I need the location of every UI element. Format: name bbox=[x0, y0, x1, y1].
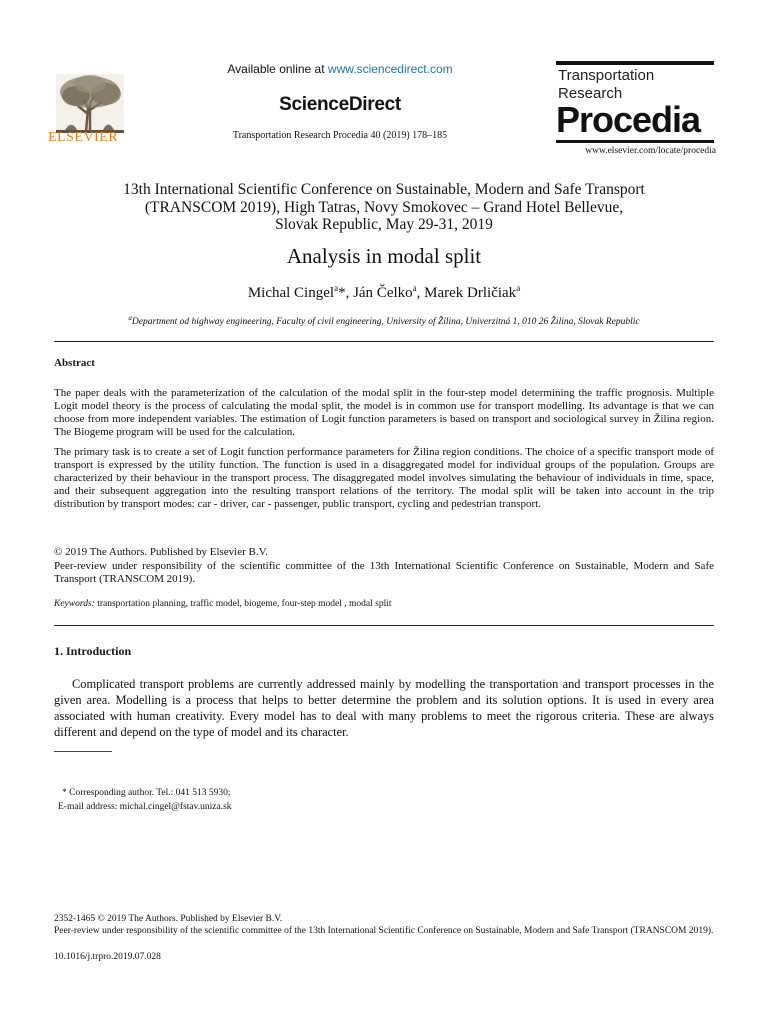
affiliation-marker: a bbox=[516, 283, 521, 293]
procedia-logo-line3: Procedia bbox=[556, 99, 701, 140]
sciencedirect-link[interactable]: www.sciencedirect.com bbox=[327, 62, 453, 76]
conference-line-2: (TRANSCOM 2019), High Tatras, Novy Smokovec – Grand Hotel Bellevue, bbox=[144, 198, 624, 216]
procedia-bottom-rule bbox=[556, 140, 714, 143]
affiliation-marker: a bbox=[128, 314, 132, 322]
affiliation-line bbox=[40, 314, 728, 327]
author-separator: , bbox=[416, 285, 425, 301]
abstract-paragraph-2: The primary task is to create a set of Logit function performance parameters for Žilina region conditions. The choice of a specific transport mode of transport is expressed by the utility function. The function is used in a disaggregated model for individual groups of the population. Groups are characterized by their behaviour in the transport process. The disaggregated model involves simulating the behaviour of individuals in time, space, and their subsequent aggregation into the resulting transport relations of the territory. The modal split will be taken into account in the trip distribution by transport modes: car - driver, car - passenger, public transport, cycling and pedestrian transport. bbox=[54, 446, 714, 510]
available-online-line bbox=[160, 62, 520, 76]
email-note: E-mail address: michal.cingel@fstav.uniza.sk bbox=[58, 802, 232, 812]
affiliation-marker: a bbox=[412, 283, 417, 293]
copyright-line: © 2019 The Authors. Published by Elsevier B.V. bbox=[54, 546, 268, 558]
elsevier-wordmark: ELSEVIER bbox=[48, 130, 119, 145]
abstract-paragraph-1: The paper deals with the parameterization of the calculation of the modal split in the four-step model determining the traffic prognosis. Multiple Logit model theory is the process of calculating the modal split, the model is in common use for transport modelling. Its advantage is that we can choose from more independent variables. The estimation of Logit function parameters is based on transport and sociological survey in Žilina region. The Biogeme program will be used for the calculation. bbox=[54, 387, 714, 438]
procedia-logo-line2: Research bbox=[558, 85, 623, 102]
procedia-top-rule bbox=[556, 61, 714, 65]
keywords-line bbox=[54, 599, 392, 609]
procedia-url[interactable]: www.elsevier.com/locate/procedia bbox=[585, 146, 716, 156]
bottom-peer-review: Peer-review under responsibility of the scientific committee of the 13th International Scientific Conference on Sustainable, Modern and Safe Transport (TRANSCOM 2019). bbox=[54, 926, 714, 936]
issn-line: 2352-1465 © 2019 The Authors. Published by Elsevier B.V. bbox=[54, 914, 283, 924]
section-divider bbox=[54, 625, 714, 626]
peer-review-note: Peer-review under responsibility of the scientific committee of the 13th International Scientific Conference on Sustainable, Modern and Safe Transport (TRANSCOM 2019). bbox=[54, 560, 714, 585]
introduction-heading: 1. Introduction bbox=[54, 644, 132, 658]
abstract-heading: Abstract bbox=[54, 357, 95, 369]
keywords-label: Keywords: bbox=[54, 599, 95, 609]
author-name: Ján Čelko bbox=[353, 285, 413, 301]
footnote-rule bbox=[54, 751, 112, 752]
author-name: Michal Cingel bbox=[247, 285, 335, 301]
introduction-paragraph: Complicated transport problems are currently addressed mainly by modelling the transportation and transport processes in the given area. Modelling is a process that helps to better determine the problem and its solution options. It is used in every area associated with human creativity. Every model has to deal with many problems to meet the rigorous criteria. These are always different and depend on the type of model and its character. bbox=[54, 677, 714, 739]
conference-line-3: Slovak Republic, May 29-31, 2019 bbox=[275, 216, 493, 233]
section-divider bbox=[54, 341, 714, 342]
keywords-text: transportation planning, traffic model, biogeme, four-step model , modal split bbox=[94, 599, 392, 609]
affiliation-text: Department od highway engineering, Faculty of civil engineering, University of Žilina, Univerzitná 1, 010 26 Žilina, Slovak Republic bbox=[131, 317, 640, 328]
available-online-label: Available online at bbox=[227, 62, 328, 76]
procedia-logo-line1: Transportation bbox=[558, 67, 655, 84]
corresponding-author-note: * Corresponding author. Tel.: 041 513 5930; bbox=[62, 788, 231, 798]
conference-info bbox=[40, 181, 728, 234]
author-name: Marek Drličiak bbox=[424, 285, 517, 301]
corresponding-mark: *, bbox=[338, 285, 354, 301]
paper-title: Analysis in modal split bbox=[286, 244, 482, 268]
doi-line[interactable]: 10.1016/j.trpro.2019.07.028 bbox=[54, 952, 161, 962]
sciencedirect-wordmark: ScienceDirect bbox=[279, 94, 401, 115]
author-list bbox=[40, 283, 728, 302]
journal-citation: Transportation Research Procedia 40 (2019) 178–185 bbox=[232, 130, 448, 141]
affiliation-marker: a bbox=[334, 283, 339, 293]
conference-line-1: 13th International Scientific Conference on Sustainable, Modern and Safe Transport bbox=[123, 181, 645, 198]
